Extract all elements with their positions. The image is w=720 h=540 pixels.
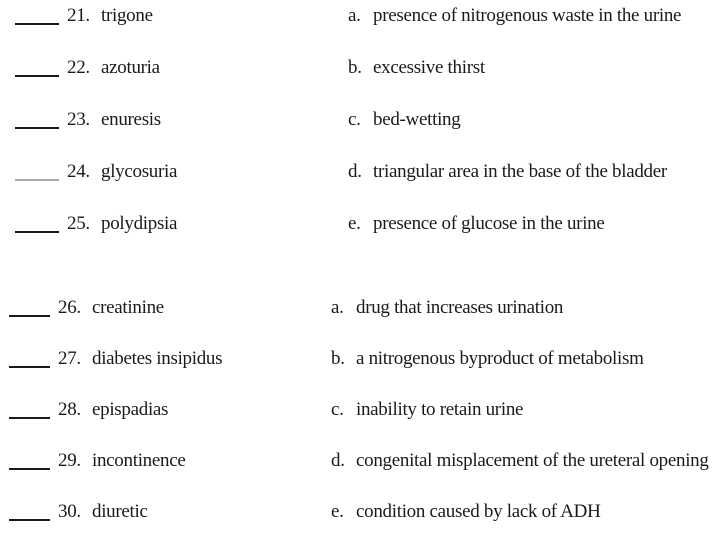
definition-letter: e. [331, 501, 344, 522]
term: creatinine [92, 297, 164, 318]
answer-blank[interactable] [9, 315, 50, 317]
definition-letter: b. [331, 348, 345, 369]
term: azoturia [101, 57, 160, 78]
term: incontinence [92, 450, 186, 471]
match-row-25 [0, 212, 720, 240]
item-number: 25. [67, 213, 90, 234]
term: diuretic [92, 501, 148, 522]
term: glycosuria [101, 161, 178, 182]
definition-letter: a. [348, 5, 361, 26]
definition: a nitrogenous byproduct of metabolism [356, 348, 644, 369]
definition: triangular area in the base of the bladder [373, 161, 667, 182]
definition-letter: e. [348, 213, 361, 234]
term: enuresis [101, 109, 161, 130]
item-number: 26. [58, 297, 81, 318]
match-row-27 [0, 347, 720, 375]
answer-blank[interactable] [15, 75, 59, 77]
match-row-23 [0, 108, 720, 136]
item-number: 29. [58, 450, 81, 471]
match-row-26 [0, 296, 720, 324]
match-row-29 [0, 449, 720, 477]
answer-blank[interactable] [9, 417, 50, 419]
term: trigone [101, 5, 153, 26]
term: epispadias [92, 399, 169, 420]
definition-letter: c. [348, 109, 361, 130]
item-number: 24. [67, 161, 90, 182]
item-number: 22. [67, 57, 90, 78]
term: polydipsia [101, 213, 178, 234]
definition-letter: c. [331, 399, 344, 420]
answer-blank[interactable] [15, 127, 59, 129]
answer-blank[interactable] [15, 231, 59, 233]
item-number: 30. [58, 501, 81, 522]
answer-blank[interactable] [9, 468, 50, 470]
item-number: 28. [58, 399, 81, 420]
definition: excessive thirst [373, 57, 485, 78]
definition-letter: d. [331, 450, 345, 471]
definition: inability to retain urine [356, 399, 524, 420]
item-number: 21. [67, 5, 90, 26]
definition: bed-wetting [373, 109, 461, 130]
definition: drug that increases urination [356, 297, 564, 318]
definition-letter: d. [348, 161, 362, 182]
answer-blank[interactable] [9, 366, 50, 368]
answer-blank[interactable] [9, 519, 50, 521]
term: diabetes insipidus [92, 348, 223, 369]
definition: presence of nitrogenous waste in the urine [373, 5, 682, 26]
definition: presence of glucose in the urine [373, 213, 605, 234]
match-row-22 [0, 56, 720, 84]
match-row-28 [0, 398, 720, 426]
match-row-21 [0, 4, 720, 32]
answer-blank[interactable] [15, 179, 59, 181]
item-number: 23. [67, 109, 90, 130]
item-number: 27. [58, 348, 81, 369]
definition: condition caused by lack of ADH [356, 501, 601, 522]
definition-letter: b. [348, 57, 362, 78]
definition: congenital misplacement of the ureteral opening [356, 450, 709, 471]
match-row-30 [0, 500, 720, 528]
definition-letter: a. [331, 297, 344, 318]
answer-blank[interactable] [15, 23, 59, 25]
match-row-24 [0, 160, 720, 188]
